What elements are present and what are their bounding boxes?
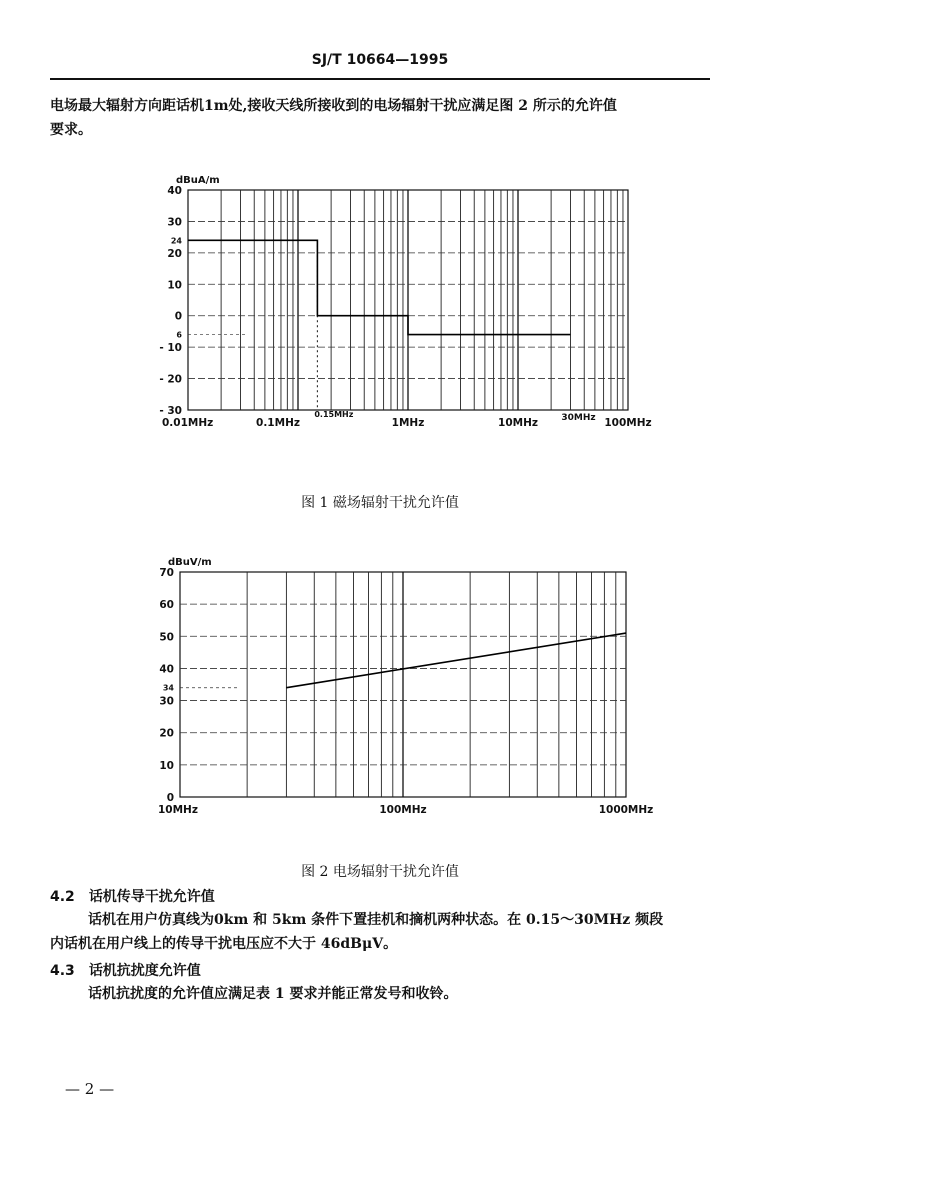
y-tick-label: - 30	[159, 405, 182, 417]
x-tick-label: 1MHz	[391, 417, 425, 429]
y-tick-label: 20	[167, 247, 182, 260]
y-tick-label: 0	[174, 310, 182, 323]
figure-1-chart	[150, 165, 690, 440]
section-4-2-heading	[50, 886, 215, 906]
page-header: SJ/T 10664—1995	[311, 52, 449, 68]
y-tick-label: 20	[159, 727, 174, 740]
x-tick-label: 1000MHz	[598, 804, 654, 816]
y-extra-tick-label: 24	[170, 236, 182, 246]
y-tick-label: 50	[159, 631, 174, 644]
y-axis-label: dBuV/m	[168, 557, 212, 568]
intro-line-2: 要求。	[50, 122, 92, 138]
x-tick-label: 30MHz	[561, 413, 596, 423]
y-tick-label: 10	[167, 279, 182, 292]
page-number: — 2 —	[65, 1080, 115, 1098]
y-tick-label: 10	[159, 759, 174, 772]
intro-line-1: 电场最大辐射方向距话机1m处,接收天线所接收到的电场辐射干扰应满足图 2 所示的允许值	[50, 98, 617, 114]
y-tick-label: 40	[167, 185, 182, 197]
section-title: 话机抗扰度允许值	[88, 963, 201, 979]
data-series-line	[286, 633, 626, 688]
y-tick-label: 60	[159, 599, 174, 612]
y-tick-label: 30	[167, 216, 182, 229]
y-extra-tick-label: 34	[162, 683, 174, 693]
section-4-3-heading	[50, 960, 201, 980]
x-tick-label: 10MHz	[158, 804, 198, 816]
y-tick-label: 40	[159, 663, 174, 676]
y-tick-label: 0	[166, 792, 174, 804]
y-tick-label: - 10	[159, 342, 182, 355]
x-tick-label: 100MHz	[604, 417, 652, 429]
figure-2-chart	[150, 555, 690, 820]
header-rule	[50, 78, 710, 80]
y-tick-label: 30	[159, 695, 174, 708]
x-tick-label: 10MHz	[498, 417, 538, 429]
figure-2-caption: 图 2 电场辐射干扰允许值	[301, 864, 459, 880]
sec43-line-1: 话机抗扰度的允许值应满足表 1 要求并能正常发号和收铃。	[88, 986, 458, 1002]
sec42-line-2: 内话机在用户线上的传导干扰电压应不大于 46dBμV。	[50, 936, 398, 952]
y-axis-label: dBuA/m	[176, 175, 220, 186]
x-tick-label: 0.1MHz	[256, 417, 300, 429]
section-title: 话机传导干扰允许值	[88, 889, 215, 905]
x-tick-label: 100MHz	[379, 804, 427, 816]
x-tick-label: 0.15MHz	[314, 410, 354, 419]
y-tick-label: 70	[159, 567, 174, 579]
x-tick-label: 0.01MHz	[162, 417, 214, 429]
section-number: 4.2	[50, 889, 75, 905]
section-number: 4.3	[50, 963, 75, 979]
y-extra-tick-label: 6	[176, 330, 182, 340]
figure-1-caption: 图 1 磁场辐射干扰允许值	[301, 495, 459, 511]
sec42-line-1: 话机在用户仿真线为0km 和 5km 条件下置挂机和摘机两种状态。在 0.15～30MHz 频段	[88, 912, 664, 928]
y-tick-label: - 20	[159, 373, 182, 386]
